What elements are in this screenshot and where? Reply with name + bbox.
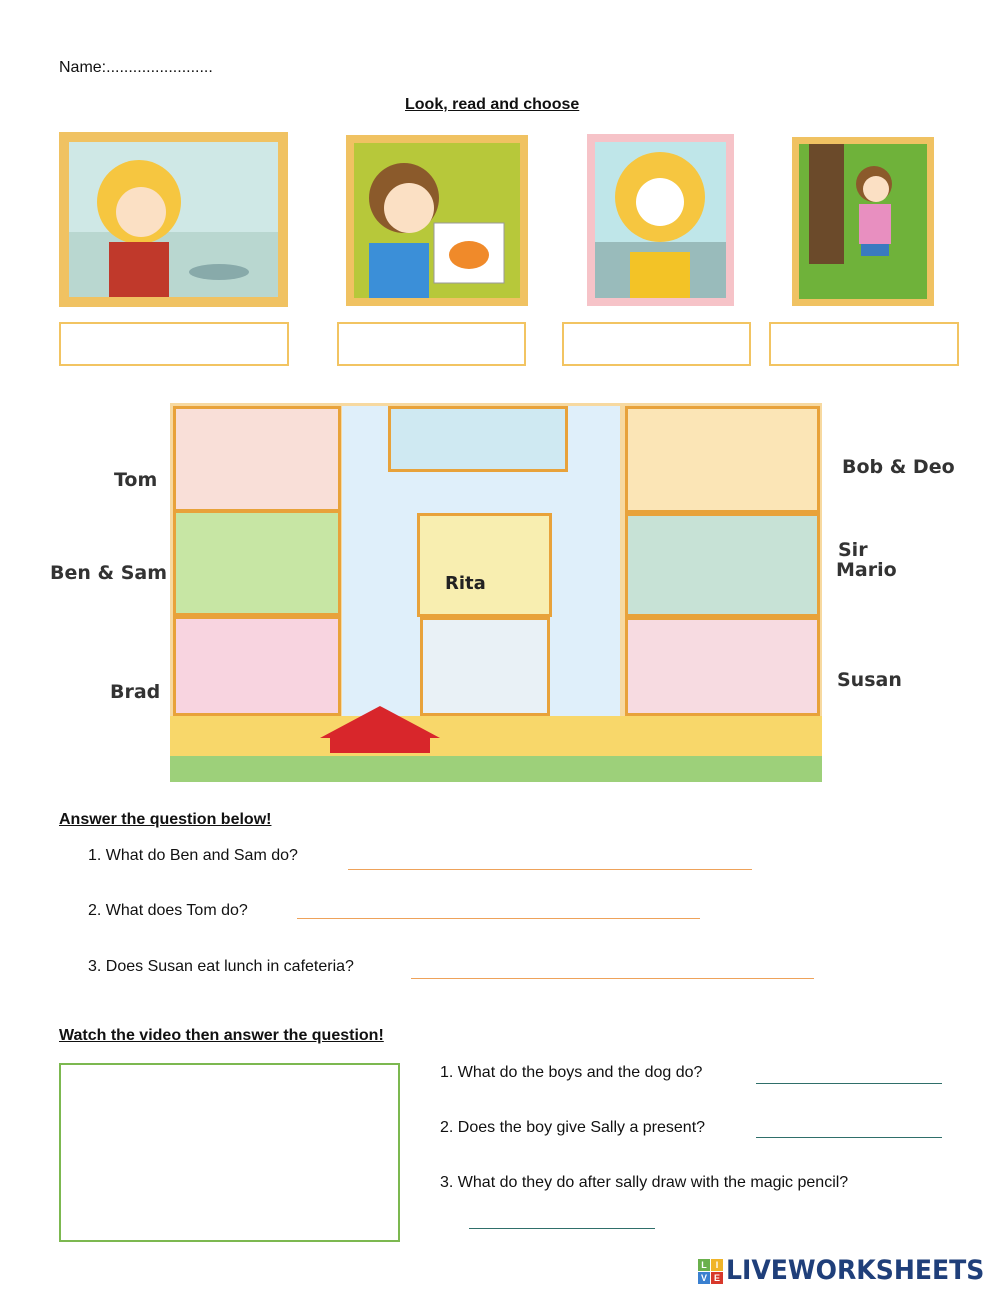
girl-running-illustration	[799, 144, 927, 299]
office	[417, 513, 552, 617]
picture-boy-drawing	[346, 135, 528, 306]
answer-line-3[interactable]	[411, 978, 814, 979]
answer-box-4[interactable]	[769, 322, 959, 366]
grass	[170, 756, 822, 782]
label-tom: Tom	[114, 469, 158, 491]
video-question-1: 1. What do the boys and the dog do?	[440, 1064, 703, 1081]
logo-text: LIVEWORKSHEETS	[726, 1255, 985, 1286]
picture-girl-eating	[59, 132, 288, 307]
gym	[625, 406, 820, 513]
video-answer-line-1[interactable]	[756, 1083, 942, 1084]
video-question-2: 2. Does the boy give Sally a present?	[440, 1119, 706, 1136]
video-answer-line-2[interactable]	[756, 1137, 942, 1138]
label-ben-sam: Ben & Sam	[50, 562, 167, 584]
video-box[interactable]	[59, 1063, 400, 1242]
section2-title: Answer the question below!	[59, 811, 272, 828]
library	[173, 616, 341, 716]
boy-drawing-illustration	[354, 143, 520, 298]
girl-eating-illustration	[69, 142, 278, 297]
answer-box-3[interactable]	[562, 322, 751, 366]
cafeteria	[625, 617, 820, 716]
art-room	[173, 406, 341, 512]
label-bob-deo: Bob & Deo	[842, 456, 955, 478]
question-2: 2. What does Tom do?	[88, 902, 248, 919]
girl-washing-illustration	[595, 142, 726, 298]
building-front	[170, 716, 822, 756]
entrance-roof-icon	[320, 703, 440, 753]
locker-room	[625, 513, 820, 617]
section1-title: Look, read and choose	[405, 96, 580, 113]
answer-box-2[interactable]	[337, 322, 526, 366]
answer-line-2[interactable]	[297, 918, 700, 919]
video-question-3: 3. What do they do after sally draw with the magic pencil?	[440, 1174, 849, 1191]
art-class	[420, 617, 550, 716]
answer-box-1[interactable]	[59, 322, 289, 366]
label-susan: Susan	[837, 669, 902, 691]
picture-girl-running	[792, 137, 934, 306]
classroom	[173, 510, 341, 616]
school-map	[170, 403, 822, 782]
label-brad: Brad	[110, 681, 161, 703]
label-mario: Mario	[836, 559, 897, 581]
live-badge-icon: L I V E	[698, 1259, 723, 1284]
answer-line-1[interactable]	[348, 869, 752, 870]
name-label: Name:........................	[59, 59, 213, 76]
liveworksheets-logo	[698, 1255, 1000, 1286]
question-3: 3. Does Susan eat lunch in cafeteria?	[88, 958, 354, 975]
video-answer-line-3[interactable]	[469, 1228, 655, 1229]
section3-title: Watch the video then answer the question!	[59, 1027, 384, 1044]
label-rita: Rita	[445, 573, 486, 594]
picture-girl-washing-face	[587, 134, 734, 306]
restrooms	[388, 406, 568, 472]
label-sir: Sir	[838, 539, 868, 561]
question-1: 1. What do Ben and Sam do?	[88, 847, 298, 864]
